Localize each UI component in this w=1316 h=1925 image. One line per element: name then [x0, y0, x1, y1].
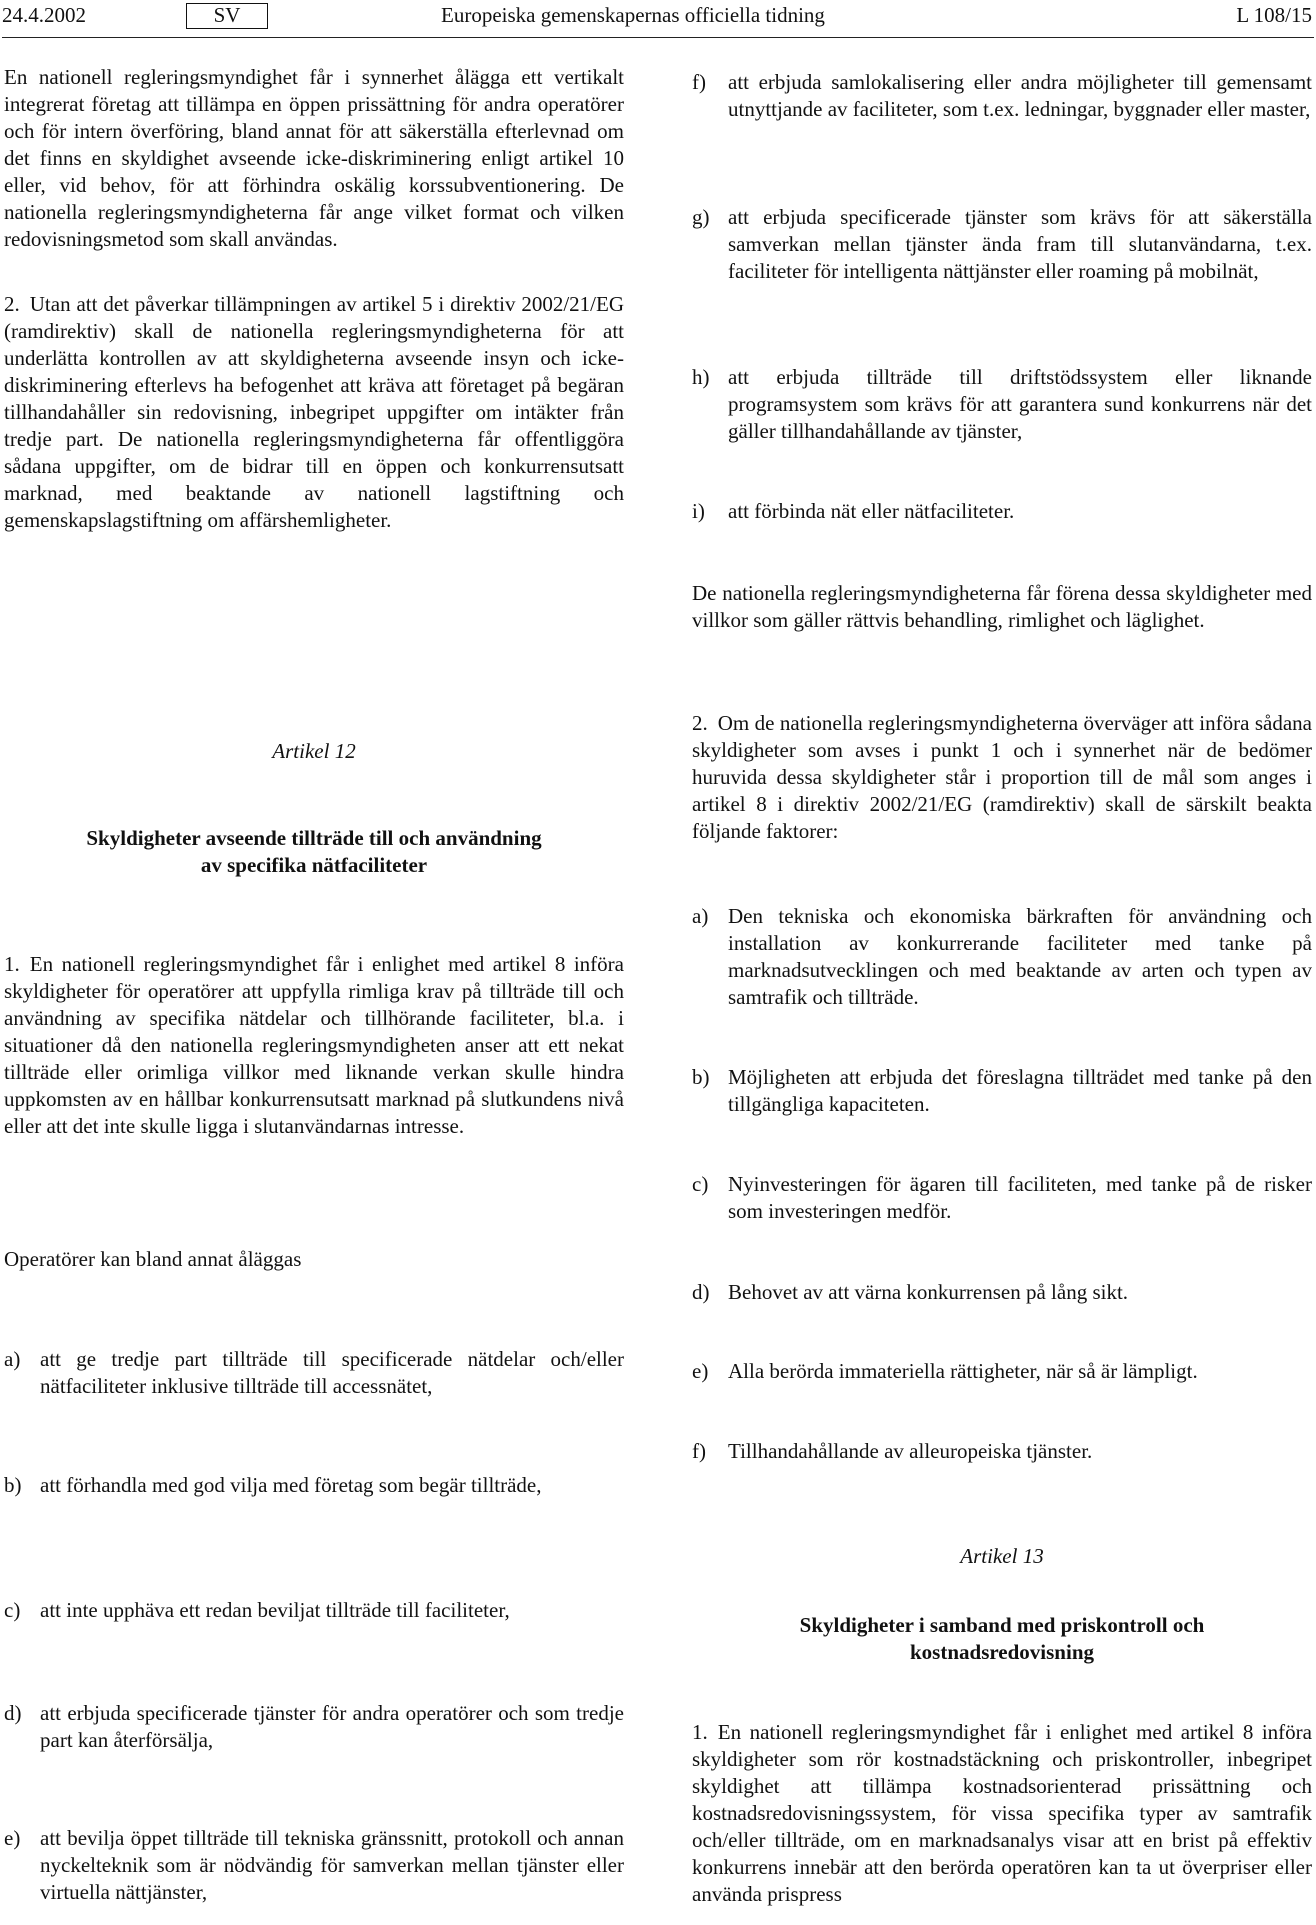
article-13-title: Artikel 13	[960, 1544, 1044, 1568]
article-13-heading-line-1: Skyldigheter i samband med priskontroll och	[799, 1613, 1205, 1637]
paragraph-text: Utan att det påverkar tillämpningen av artikel 5 i direktiv 2002/21/EG (ramdirektiv) skall de nationella regleringsmyndigheterna för att underlätta kontrollen av att skyldigheterna avseende insyn och icke-diskriminering efterlevs ha befogenhet att kräva att företaget på begäran tillhandahåller sin redovisning, inbegripet uppgifter om intäkter från tredje part. De nationella regleringsmyndigheterna får offentliggöra sådana uppgifter, om de bidrar till en öppen och konkurrensutsatt marknad, med beaktande av nationell lagstiftning och gemenskapslagstiftning om affärshemligheter.	[4, 292, 624, 532]
list-label: e)	[692, 1359, 709, 1383]
list-label: a)	[4, 1347, 21, 1371]
list-label: e)	[4, 1826, 21, 1850]
left-column	[4, 0, 624, 1925]
list-label: c)	[4, 1598, 21, 1622]
list-label: g)	[692, 205, 710, 229]
list-text: att ge tredje part tillträde till specificerade nätdelar och/eller nätfaciliteter inklusive tillträde till accessnätet,	[40, 1347, 624, 1398]
paragraph-text: Om de nationella regleringsmyndigheterna överväger att införa sådana skyldigheter som avses i punkt 1 och i synnerhet när de bedömer huruvida dessa skyldigheter står i proportion till de mål som anges i artikel 8 i direktiv 2002/21/EG (ramdirektiv) skall de särskilt beakta följande faktorer:	[692, 711, 1312, 843]
paragraph-number: 2.	[4, 292, 20, 316]
list-text: Tillhandahållande av alleuropeiska tjänster.	[728, 1439, 1093, 1463]
list-label: c)	[692, 1172, 709, 1196]
article-12-title: Artikel 12	[272, 739, 356, 763]
list-text: att erbjuda samlokalisering eller andra möjligheter till gemensamt utnyttjande av faciliteter, som t.ex. ledningar, byggnader eller master,	[728, 70, 1312, 121]
page-reference: L 108/15	[1236, 3, 1312, 27]
paragraph-number: 1.	[4, 952, 20, 976]
list-text: att förhandla med god vilja med företag som begär tillträde,	[40, 1473, 542, 1497]
paragraph-text: En nationell regleringsmyndighet får i enlighet med artikel 8 införa skyldigheter för operatörer att uppfylla rimliga krav på tillträde till och användning av specifika nätdelar och tillhörande faciliteter, bl.a. i situationer då den nationella regleringsmyndigheten anser att ett nekat tillträde eller orimliga villkor med liknande verkan skulle hindra uppkomsten av en hållbar konkurrensutsatt marknad på slutkundens nivå eller att det inte skulle ligga i slutanvändarnas intresse.	[4, 952, 624, 1138]
list-label: a)	[692, 904, 709, 928]
article-12-paragraph-1	[4, 951, 624, 1140]
list-label: f)	[692, 1439, 706, 1463]
list-text: att erbjuda tillträde till driftstödssystem eller liknande programsystem som krävs för att garantera sund konkurrens när det gäller tillhandahållande av tjänster,	[728, 365, 1312, 443]
article-13-paragraph-1	[692, 1719, 1312, 1908]
paragraph-text: En nationell regleringsmyndighet får i enlighet med artikel 8 införa skyldigheter som rör kostnadstäckning och priskontroller, inbegripet skyldighet att tillämpa kostnadsorienterad prissättning och kostnadsredovisningssystem, för vissa specifika typer av samtrafik och/eller tillträde, om en marknadsanalys visar att en brist på effektiv konkurrens innebär att den berörda operatören kan ta ut överpriser eller använda prispress	[692, 1720, 1312, 1906]
list-label: d)	[4, 1701, 22, 1725]
list-label: b)	[692, 1065, 710, 1089]
list-text: Alla berörda immateriella rättigheter, när så är lämpligt.	[728, 1359, 1198, 1383]
right-column	[692, 0, 1312, 1925]
list-text: att bevilja öppet tillträde till tekniska gränssnitt, protokoll och annan nyckelteknik som är nödvändig för samverkan mellan tjänster eller virtuella nättjänster,	[40, 1826, 624, 1904]
paragraph-number: 1.	[692, 1720, 708, 1744]
language-code-box: SV	[186, 3, 268, 29]
article-12-heading-line-2: av specifika nätfaciliteter	[200, 853, 428, 877]
publication-date: 24.4.2002	[2, 3, 86, 27]
list-label: f)	[692, 70, 706, 94]
list-text: Nyinvesteringen för ägaren till faciliteten, med tanke på de risker som investeringen medför.	[728, 1172, 1312, 1223]
list-label: h)	[692, 365, 710, 389]
paragraph-2	[4, 291, 624, 534]
list-text: att erbjuda specificerade tjänster som krävs för att säkerställa samverkan mellan tjänster ända fram till slutanvändarna, t.ex. faciliteter för intelligenta nättjänster eller roaming på mobilnät,	[728, 205, 1312, 283]
list-label: b)	[4, 1473, 22, 1497]
article-12-paragraph-2	[692, 710, 1312, 845]
list-text: Behovet av att värna konkurrensen på lång sikt.	[728, 1280, 1129, 1304]
list-label: d)	[692, 1280, 710, 1304]
article-13-heading-line-2: kostnadsredovisning	[909, 1640, 1095, 1664]
list-label: i)	[692, 499, 705, 523]
operators-intro: Operatörer kan bland annat åläggas	[4, 1247, 302, 1271]
list-text: Möjligheten att erbjuda det föreslagna tillträdet med tanke på den tillgängliga kapaciteten.	[728, 1065, 1312, 1116]
journal-title: Europeiska gemenskapernas officiella tidning	[441, 3, 825, 27]
list-text: att förbinda nät eller nätfaciliteter.	[728, 499, 1015, 523]
list-text: att inte upphäva ett redan beviljat tillträde till faciliteter,	[40, 1598, 510, 1622]
list-text: att erbjuda specificerade tjänster för andra operatörer och som tredje part kan återförsälja,	[40, 1701, 624, 1752]
paragraph-intro: En nationell regleringsmyndighet får i synnerhet ålägga ett vertikalt integrerat företag att tillämpa en öppen prissättning för andra operatörer och för intern överföring, bland annat för att säkerställa efterlevnad om det finns en skyldighet avseende icke-diskriminering enligt artikel 10 eller, vid behov, för att förhindra oskälig korssubventionering. De nationella regleringsmyndigheterna får ange vilket format och vilken redovisningsmetod som skall användas.	[4, 65, 624, 251]
combine-obligations-text: De nationella regleringsmyndigheterna får förena dessa skyldigheter med villkor som gäller rättvis behandling, rimlighet och läglighet.	[692, 581, 1312, 632]
article-12-heading-line-1: Skyldigheter avseende tillträde till och användning	[86, 826, 542, 850]
paragraph-number: 2.	[692, 711, 708, 735]
list-text: Den tekniska och ekonomiska bärkraften för användning och installation av konkurrerande faciliteter med tanke på marknadsutvecklingen och med beaktande av arten och typen av samtrafik och tillträde.	[728, 904, 1312, 1009]
